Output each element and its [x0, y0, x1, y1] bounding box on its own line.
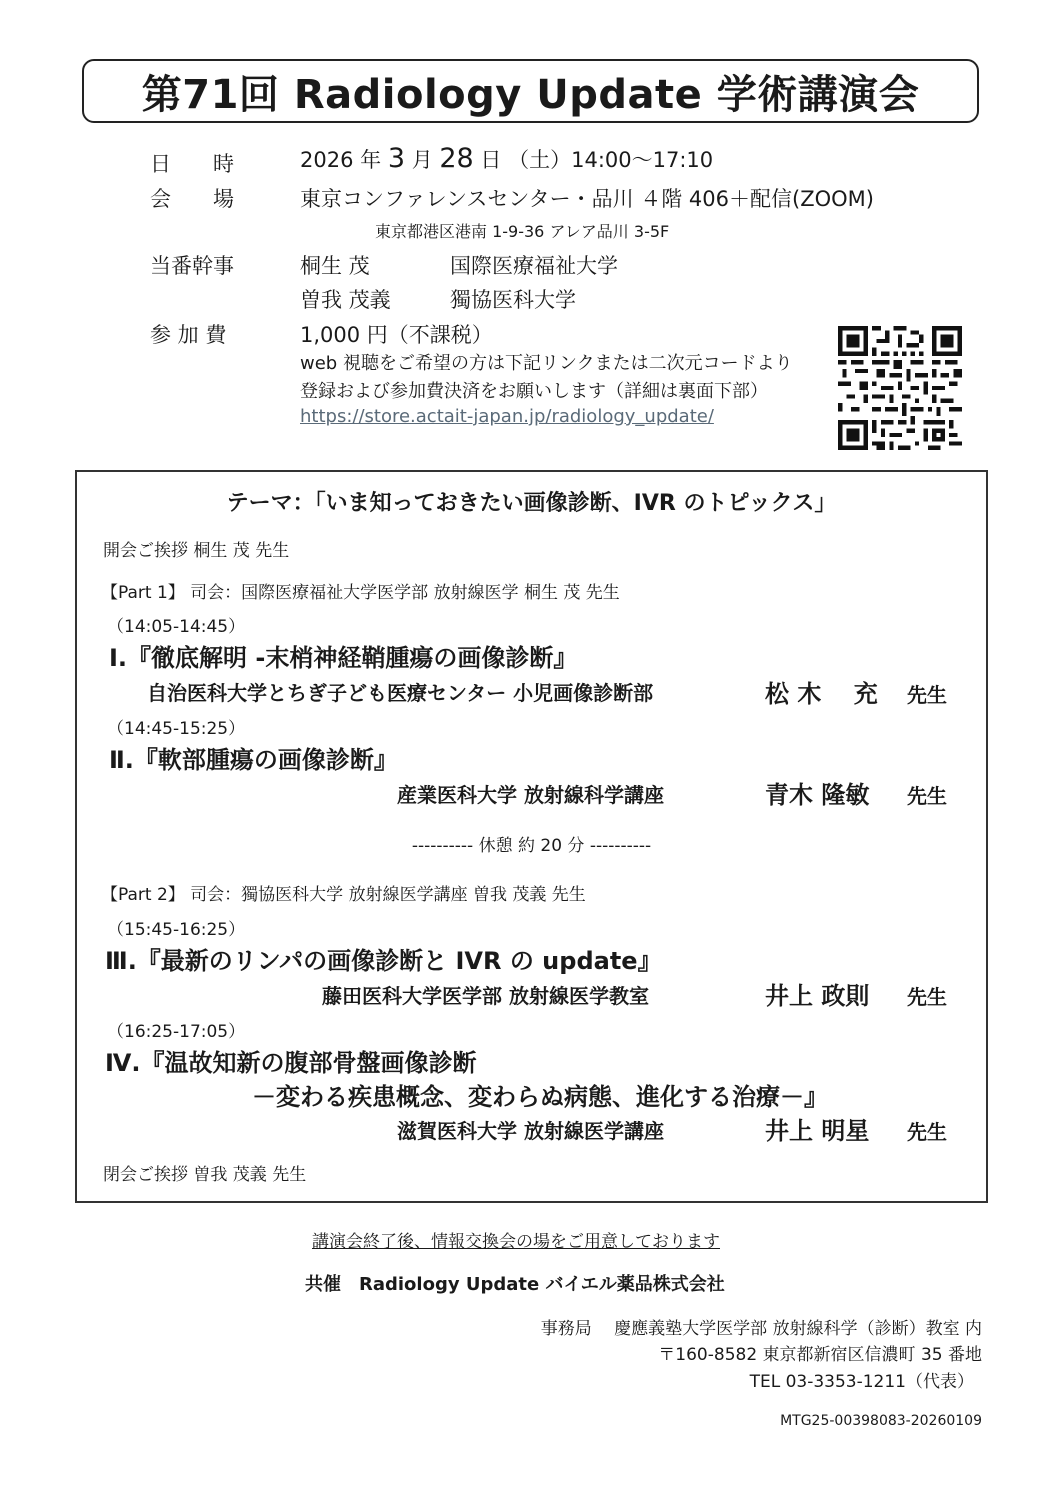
- document-code: MTG25-00398083-20260109: [780, 1413, 982, 1429]
- lecture1-honorific: 先生: [907, 683, 947, 707]
- office-line-3: TEL 03-3353-1211（代表）: [749, 1372, 974, 1392]
- date-day: 日: [480, 148, 502, 172]
- date-day-num: 28: [439, 143, 474, 174]
- date-year: 2026 年: [300, 148, 382, 172]
- title-box: [82, 59, 979, 123]
- organizer2-org: 獨協医科大学: [450, 288, 576, 312]
- lecture3-honorific: 先生: [907, 985, 947, 1009]
- organizer-label: 当番幹事: [150, 254, 234, 278]
- date-month-num: 3: [387, 143, 405, 174]
- break-notice: ---------- 休憩 約 20 分 ----------: [411, 836, 652, 856]
- registration-link[interactable]: https://store.actait-japan.jp/radiology_update/: [300, 406, 714, 427]
- date-label: 日 時: [150, 152, 234, 176]
- date-month: 月: [411, 148, 433, 172]
- date-rest: （土）14:00～17:10: [508, 148, 714, 172]
- lecture4-time: （16:25-17:05）: [107, 1022, 246, 1042]
- part2-header: 【Part 2】 司会：獨協医科大学 放射線医学講座 曽我 茂義 先生: [101, 885, 586, 905]
- venue-address: 東京都港区港南 1-9-36 アレア品川 3-5F: [375, 222, 670, 241]
- lecture3-affiliation: 藤田医科大学医学部 放射線医学教室: [322, 984, 649, 1008]
- lecture2-honorific: 先生: [907, 784, 947, 808]
- fee-value: 1,000 円（不課税）: [300, 323, 493, 347]
- page-title: 第71回 Radiology Update 学術講演会: [141, 71, 920, 118]
- fee-label: 参 加 費: [150, 323, 227, 347]
- lecture1-speaker: 松 木 充: [765, 680, 878, 708]
- lecture4-speaker: 井上 明星: [765, 1117, 870, 1145]
- lecture1-affiliation: 自治医科大学とちぎ子ども医療センター 小児画像診断部: [147, 681, 654, 705]
- lecture2-speaker: 青木 隆敏: [765, 781, 870, 809]
- lecture3-speaker: 井上 政則: [765, 982, 870, 1010]
- lecture4-subtitle: －変わる疾患概念、変わらぬ病態、進化する治療－』: [252, 1083, 828, 1111]
- organizer2-name: 曽我 茂義: [300, 288, 391, 312]
- lecture2-title: Ⅱ.『軟部腫瘍の画像診断』: [109, 746, 398, 774]
- lecture3-title: Ⅲ.『最新のリンパの画像診断と IVR の update』: [105, 947, 662, 975]
- office-line-2: 〒160-8582 東京都新宿区信濃町 35 番地: [658, 1345, 982, 1365]
- lecture4-affiliation: 滋賀医科大学 放射線医学講座: [397, 1119, 664, 1143]
- part1-header: 【Part 1】 司会：国際医療福祉大学医学部 放射線医学 桐生 茂 先生: [101, 583, 620, 603]
- lecture2-time: （14:45-15:25）: [107, 719, 246, 739]
- lecture2-affiliation: 産業医科大学 放射線科学講座: [397, 783, 664, 807]
- venue-value: 東京コンファレンスセンター・品川 ４階 406＋配信(ZOOM): [300, 187, 874, 211]
- web-instructions-1: web 視聴をご希望の方は下記リンクまたは二次元コードより: [300, 353, 793, 374]
- qr-code-icon[interactable]: [838, 326, 962, 450]
- venue-label: 会 場: [150, 187, 234, 211]
- lecture1-title: Ⅰ.『徹底解明 -末梢神経鞘腫瘍の画像診断』: [109, 644, 578, 672]
- organizer1-name: 桐生 茂: [300, 254, 370, 278]
- organizer1-org: 国際医療福祉大学: [450, 254, 618, 278]
- lecture3-time: （15:45-16:25）: [107, 920, 246, 940]
- closing-remarks: 閉会ご挨拶 曽我 茂義 先生: [103, 1165, 307, 1185]
- web-instructions-2: 登録および参加費決済をお願いします（詳細は裏面下部）: [300, 381, 768, 402]
- reception-note: 講演会終了後、情報交換会の場をご用意しております: [312, 1232, 720, 1252]
- lecture4-title: Ⅳ.『温故知新の腹部骨盤画像診断: [105, 1049, 477, 1077]
- lecture1-time: （14:05-14:45）: [107, 617, 246, 637]
- program-theme: テーマ：「いま知っておきたい画像診断、IVR のトピックス」: [226, 491, 837, 516]
- cohost-line: 共催 Radiology Update バイエル薬品株式会社: [305, 1274, 725, 1295]
- date-value: [300, 143, 713, 174]
- opening-remarks: 開会ご挨拶 桐生 茂 先生: [103, 541, 290, 561]
- office-line-1: 事務局 慶應義塾大学医学部 放射線科学（診断）教室 内: [540, 1319, 982, 1339]
- program-box: [75, 470, 988, 1203]
- lecture4-honorific: 先生: [907, 1120, 947, 1144]
